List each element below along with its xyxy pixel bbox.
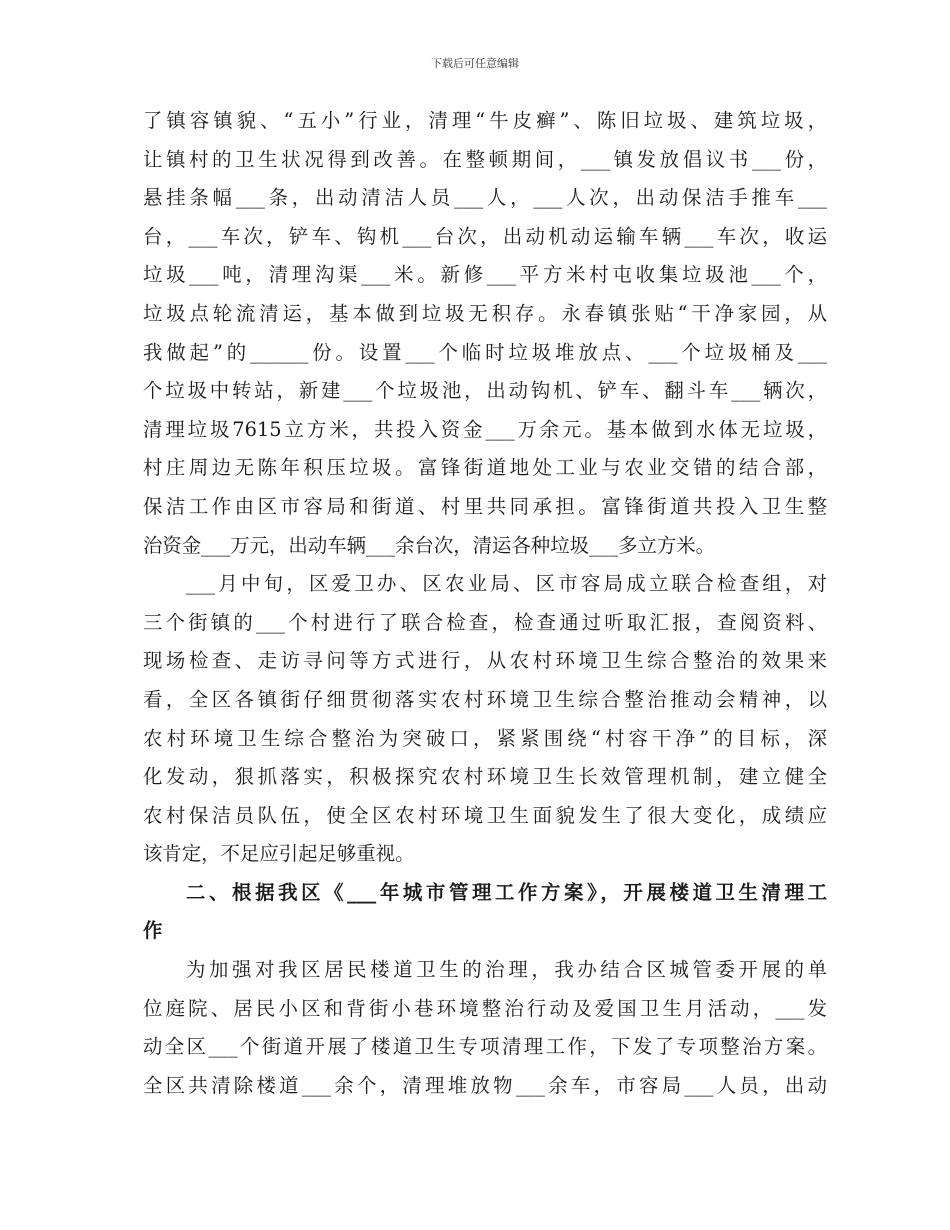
text-line: 位庭院、居民小区和背街小巷环境整治行动及爱国卫生月活动，___发 (143, 996, 827, 1020)
text-line: 全区共清除楼道___余个，清理堆放物___余车，市容局___人员，出动 (143, 1073, 827, 1097)
text-line: 现场检查、走访寻问等方式进行，从农村环境卫生综合整治的效果来 (143, 649, 827, 673)
text-line: 村庄周边无陈年积压垃圾。富锋街道地处工业与农业交错的结合部， (143, 456, 827, 480)
text-line: 农村环境卫生综合整治为突破口，紧紧围绕“村容干净”的目标，深 (143, 726, 827, 750)
paragraph-first-line: 为加强对我区居民楼道卫生的治理，我办结合区城管委开展的单 (186, 958, 827, 982)
text-line: 三个街镇的___个村进行了联合检查，检查通过听取汇报，查阅资料、 (143, 610, 827, 634)
text-line: 清理垃圾7615立方米，共投入资金___万余元。基本做到水体无垃圾， (143, 417, 827, 441)
text-line: 垃圾点轮流清运，基本做到垃圾无积存。永春镇张贴“干净家园，从 (143, 301, 827, 325)
text-line: 了镇容镇貌、“五小”行业，清理“牛皮癣”、陈旧垃圾、建筑垃圾， (143, 109, 827, 132)
text-line: 垃圾___吨，清理沟渠___米。新修___平方米村屯收集垃圾池___个， (143, 263, 827, 287)
text-line: 动全区___个街道开展了楼道卫生专项清理工作，下发了专项整治方案。 (143, 1035, 827, 1059)
document-body (143, 102, 827, 1105)
text-line: 看，全区各镇街仔细贯彻落实农村环境卫生综合整治推动会精神，以 (143, 687, 827, 711)
paragraph-first-line: ___月中旬，区爱卫办、区农业局、区市容局成立联合检查组，对 (186, 572, 827, 596)
text-line: 该肯定，不足应引起足够重视。 (143, 842, 415, 866)
text-line: 治资金___万元，出动车辆___余台次，清运各种垃圾___多立方米。 (143, 533, 716, 557)
text-line: 让镇村的卫生状况得到改善。在整顿期间，___镇发放倡议书___份， (143, 147, 827, 171)
text-line: 农村保洁员队伍，使全区农村环境卫生面貌发生了很大变化，成绩应 (143, 803, 827, 827)
text-line: 个垃圾中转站，新建___个垃圾池，出动钩机、铲车、翻斗车___辆次， (143, 379, 827, 403)
text-line: 保洁工作由区市容局和街道、村里共同承担。富锋街道共投入卫生整 (143, 494, 827, 518)
page-header-note: 下载后可任意编辑 (431, 57, 519, 70)
text-line: 我做起”的______份。设置___个临时垃圾堆放点、___个垃圾桶及___ (143, 340, 827, 364)
text-line: 台，___车次，铲车、钩机___台次，出动机动运输车辆___车次，收运 (143, 224, 827, 248)
text-line: 悬挂条幅___条，出动清洁人员___人，___人次，出动保洁手推车___ (143, 186, 827, 210)
section-heading: 二、根据我区《___年城市管理工作方案》，开展楼道卫生清理工 (186, 880, 827, 904)
section-heading-continued: 作 (143, 919, 163, 943)
text-line: 化发动，狠抓落实，积极探究农村环境卫生长效管理机制，建立健全 (143, 765, 827, 789)
